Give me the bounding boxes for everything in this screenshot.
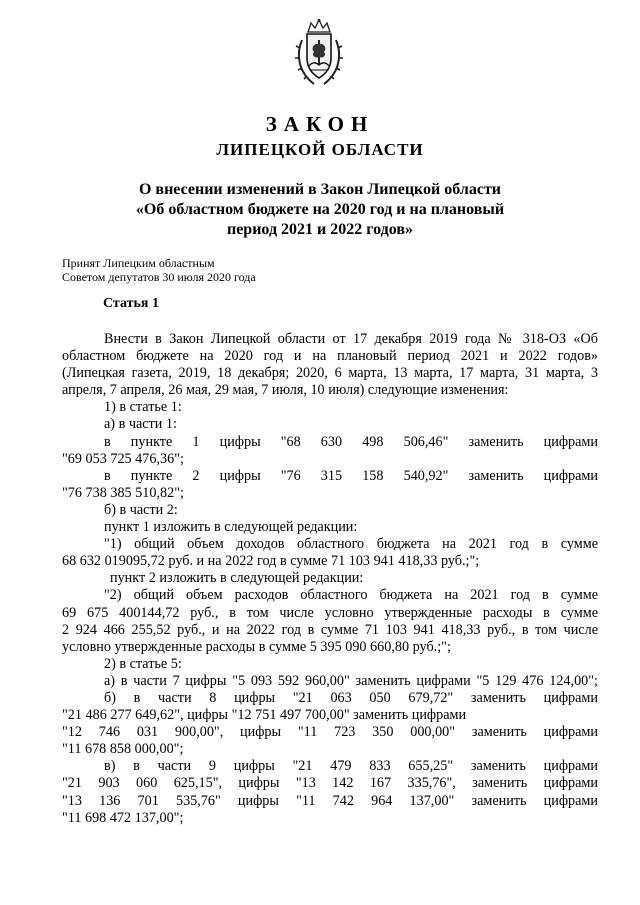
body-line: 68 632 019095,72 руб. и на 2022 год в сумме 71 103 941 418,33 руб.;"; [62, 553, 480, 570]
body-line: б) в части 2: [104, 501, 178, 518]
body-line: "21 903 060 625,15", цифры "13 142 167 335,76", заменить цифрами [62, 775, 598, 792]
adoption-line: Советом депутатов 30 июля 2020 года [62, 270, 256, 284]
document-type-title: ЗАКОН [265, 112, 375, 136]
body-line: условно утвержденные расходы в сумме 5 395 090 660,80 руб.;"; [62, 638, 451, 655]
adoption-line: Принят Липецким областным [62, 256, 215, 270]
law-heading [90, 180, 550, 240]
body-line: 2) в статье 5: [104, 655, 182, 672]
heading-line: период 2021 и 2022 годов» [226, 221, 414, 238]
body-line: в) в части 9 цифры "21 479 833 655,25" заменить цифрами [104, 758, 598, 775]
body-line: 2 924 466 255,52 руб., и на 2022 год в сумме 71 103 941 418,33 руб., в том числе [62, 621, 598, 638]
heading-line: «Об областном бюджете на 2020 год и на плановый [135, 201, 505, 218]
region-title: ЛИПЕЦКОЙ ОБЛАСТИ [216, 140, 424, 159]
body-line: в пункте 1 цифры "68 630 498 506,46" заменить цифрами [104, 433, 598, 450]
body-line: "1) общий объем доходов областного бюджета на 2021 год в сумме [104, 536, 598, 553]
body-line: "2) общий объем расходов областного бюджета на 2021 год в сумме [104, 587, 598, 604]
article-heading: Статья 1 [103, 296, 159, 311]
body-line: областном бюджете на 2020 год и на плановый период 2021 и 2022 годов» [62, 348, 598, 365]
body-line: "21 486 277 649,62", цифры "12 751 497 700,00" заменить цифрами [62, 707, 467, 724]
adoption-note [62, 256, 256, 284]
body-line: б) в части 8 цифры "21 063 050 679,72" заменить цифрами [104, 689, 598, 706]
body-line: апреля, 7 апреля, 26 мая, 29 мая, 7 июля, 10 июля) следующие изменения: [62, 382, 509, 399]
body-line: пункт 2 изложить в следующей редакции: [110, 570, 364, 587]
body-line: "11 698 472 137,00"; [62, 809, 184, 826]
coat-of-arms-emblem [294, 18, 344, 88]
body-line: а) в части 7 цифры "5 093 592 960,00" заменить цифрами "5 129 476 124,00"; [104, 672, 598, 689]
body-line: в пункте 2 цифры "76 315 158 540,92" заменить цифрами [104, 467, 598, 484]
article-body [62, 331, 598, 827]
body-line: Внести в Закон Липецкой области от 17 декабря 2019 года № 318-ОЗ «Об [104, 331, 598, 347]
body-line: "13 136 701 535,76" цифры "11 742 964 137,00" заменить цифрами [62, 792, 598, 809]
body-line: а) в части 1: [104, 416, 177, 433]
body-line: "69 053 725 476,36"; [62, 450, 184, 467]
body-line: "11 678 858 000,00"; [62, 741, 184, 758]
body-line: "76 738 385 510,82"; [62, 484, 184, 501]
body-line: (Липецкая газета, 2019, 18 декабря; 2020, 6 марта, 13 марта, 17 марта, 31 марта, 3 [62, 365, 598, 382]
body-line: пункт 1 изложить в следующей редакции: [104, 519, 358, 536]
body-line: 1) в статье 1: [104, 399, 182, 416]
body-line: 69 675 400144,72 руб., в том числе условно утвержденные расходы в сумме [62, 604, 598, 621]
body-line: "12 746 031 900,00", цифры "11 723 350 000,00" заменить цифрами [62, 724, 598, 741]
heading-line: О внесении изменений в Закон Липецкой области [138, 181, 502, 198]
